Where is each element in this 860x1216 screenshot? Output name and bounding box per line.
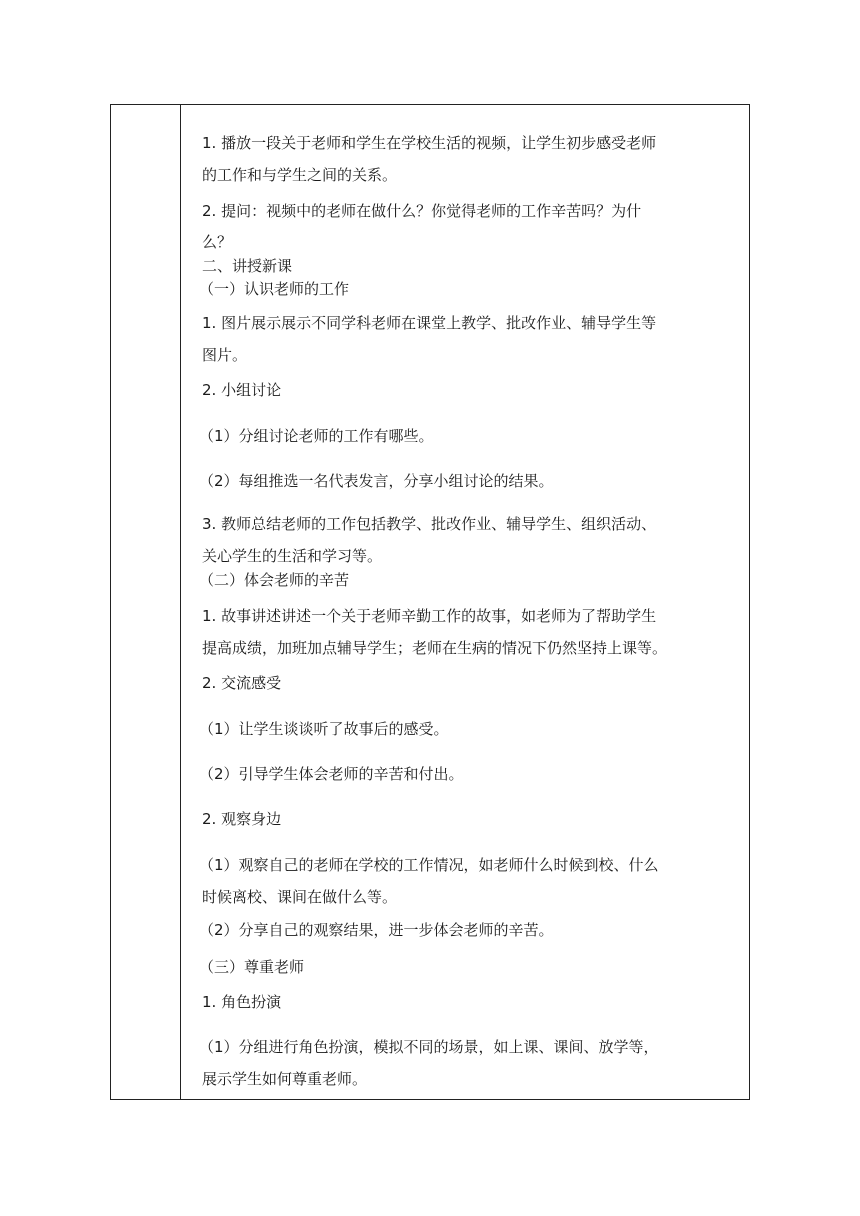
text-line: 时候离校、课间在做什么等。 [202, 888, 398, 906]
text-line: （1）让学生谈谈听了故事后的感受。 [199, 720, 449, 738]
text-line: 么？ [202, 233, 233, 251]
text-line: 1. 播放一段关于老师和学生在学校生活的视频，让学生初步感受老师 [202, 134, 657, 152]
text-line: 关心学生的生活和学习等。 [202, 547, 383, 565]
subsection-heading: （三）尊重老师 [199, 958, 305, 976]
text-line: 1. 角色扮演 [202, 993, 282, 1011]
table-content-cell [181, 105, 749, 1099]
section-heading: 二、讲授新课 [202, 257, 293, 275]
text-line: 展示学生如何尊重老师。 [202, 1070, 368, 1088]
text-line: （1）分组进行角色扮演，模拟不同的场景，如上课、课间、放学等， [199, 1038, 659, 1056]
subsection-heading: （一）认识老师的工作 [199, 280, 350, 298]
text-line: （2）分享自己的观察结果，进一步体会老师的辛苦。 [199, 921, 554, 939]
text-line: （2）引导学生体会老师的辛苦和付出。 [199, 765, 464, 783]
subsection-heading: （二）体会老师的辛苦 [199, 571, 350, 589]
text-line: 2. 观察身边 [202, 810, 282, 828]
text-line: 2. 小组讨论 [202, 381, 282, 399]
text-line: （1）观察自己的老师在学校的工作情况，如老师什么时候到校、什么 [199, 856, 659, 874]
text-line: 3. 教师总结老师的工作包括教学、批改作业、辅导学生、组织活动、 [202, 515, 657, 533]
table-left-column [111, 105, 181, 1099]
text-line: 图片。 [202, 346, 248, 364]
text-line: （2）每组推选一名代表发言，分享小组讨论的结果。 [199, 472, 554, 490]
lesson-table [110, 104, 750, 1100]
text-line: 1. 故事讲述讲述一个关于老师辛勤工作的故事，如老师为了帮助学生 [202, 607, 657, 625]
text-line: 的工作和与学生之间的关系。 [202, 166, 398, 184]
text-line: 2. 交流感受 [202, 674, 282, 692]
text-line: 提高成绩，加班加点辅导学生；老师在生病的情况下仍然坚持上课等。 [202, 639, 668, 657]
text-line: 1. 图片展示展示不同学科老师在课堂上教学、批改作业、辅导学生等 [202, 314, 657, 332]
text-line: 2. 提问：视频中的老师在做什么？你觉得老师的工作辛苦吗？为什 [202, 202, 642, 220]
text-line: （1）分组讨论老师的工作有哪些。 [199, 427, 434, 445]
